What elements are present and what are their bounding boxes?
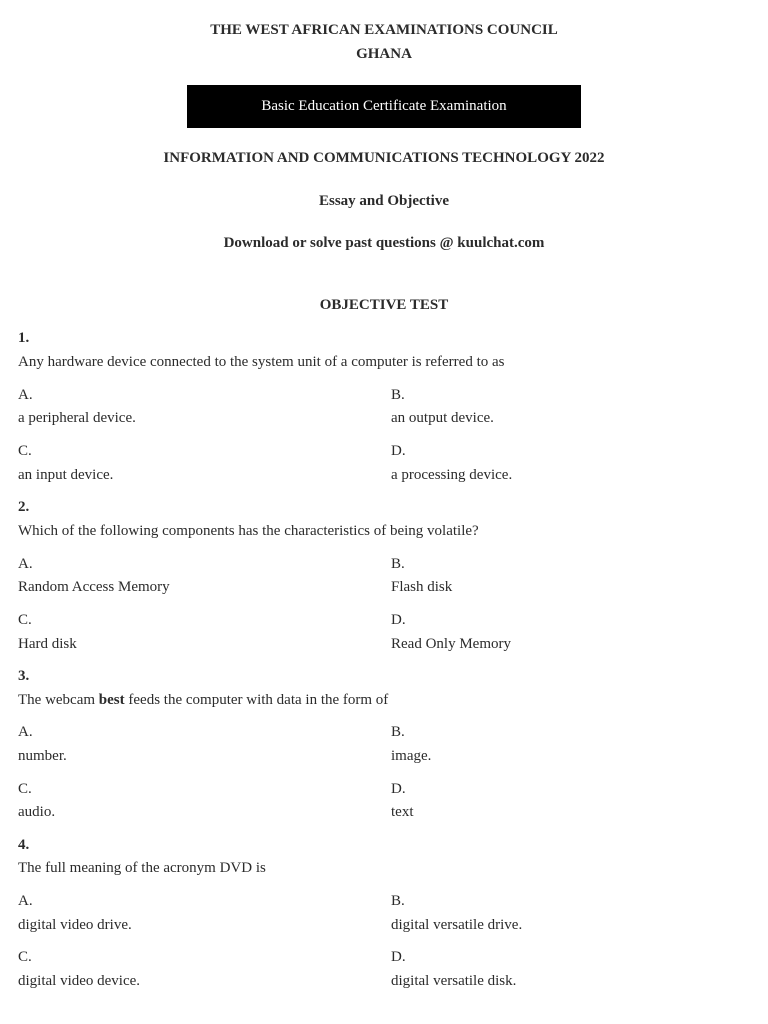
option-d-text[interactable]: digital versatile disk. — [391, 973, 517, 989]
question-text: Any hardware device connected to the system unit of a computer is referred to as — [18, 354, 505, 370]
question-number: 3. — [18, 668, 30, 684]
option-a-text[interactable]: a peripheral device. — [18, 410, 136, 426]
option-b-text[interactable]: Flash disk — [391, 579, 453, 595]
question-text-start: The webcam — [18, 692, 99, 708]
paper-type: Essay and Objective — [318, 193, 449, 209]
option-b-letter: B. — [391, 893, 405, 909]
option-b-text[interactable]: an output device. — [391, 410, 494, 426]
question-text — [18, 690, 388, 710]
question-number: 2. — [18, 499, 30, 515]
option-a-letter: A. — [18, 387, 33, 403]
option-b-letter: B. — [391, 556, 405, 572]
question-text-end: feeds the computer with data in the form of — [124, 692, 389, 708]
question-text: The full meaning of the acronym DVD is — [18, 860, 266, 876]
option-c-letter: C. — [18, 949, 32, 965]
download-note: Download or solve past questions @ kuulchat.com — [223, 235, 545, 251]
option-b-letter: B. — [391, 724, 405, 740]
option-a-letter: A. — [18, 556, 33, 572]
council-name: THE WEST AFRICAN EXAMINATIONS COUNCIL — [210, 22, 558, 38]
option-c-text[interactable]: digital video device. — [18, 973, 141, 989]
option-c-letter: C. — [18, 443, 32, 459]
question-number: 4. — [18, 837, 30, 853]
option-d-text[interactable]: text — [391, 804, 414, 820]
country-name: GHANA — [356, 46, 412, 62]
option-c-text[interactable]: an input device. — [18, 467, 114, 483]
section-title: OBJECTIVE TEST — [319, 297, 449, 313]
option-b-letter: B. — [391, 387, 405, 403]
option-d-letter: D. — [391, 949, 406, 965]
exam-banner-label: Basic Education Certificate Examination — [261, 98, 507, 114]
option-c-letter: C. — [18, 612, 32, 628]
question-text: Which of the following components has the characteristics of being volatile? — [18, 523, 479, 539]
option-d-letter: D. — [391, 443, 406, 459]
option-d-text[interactable]: a processing device. — [391, 467, 513, 483]
option-a-letter: A. — [18, 724, 33, 740]
option-c-letter: C. — [18, 781, 32, 797]
exam-banner — [187, 85, 581, 128]
option-c-text[interactable]: Hard disk — [18, 636, 77, 652]
question-number: 1. — [18, 330, 30, 346]
question-text-emphasis: best — [98, 692, 125, 708]
option-c-text[interactable]: audio. — [18, 804, 56, 820]
option-a-text[interactable]: number. — [18, 748, 67, 764]
option-b-text[interactable]: image. — [391, 748, 432, 764]
option-a-letter: A. — [18, 893, 33, 909]
option-d-text[interactable]: Read Only Memory — [391, 636, 511, 652]
option-b-text[interactable]: digital versatile drive. — [391, 917, 523, 933]
subject-title: INFORMATION AND COMMUNICATIONS TECHNOLOGY 2022 — [163, 150, 605, 166]
option-a-text[interactable]: digital video drive. — [18, 917, 132, 933]
option-d-letter: D. — [391, 612, 406, 628]
option-d-letter: D. — [391, 781, 406, 797]
option-a-text[interactable]: Random Access Memory — [18, 579, 170, 595]
